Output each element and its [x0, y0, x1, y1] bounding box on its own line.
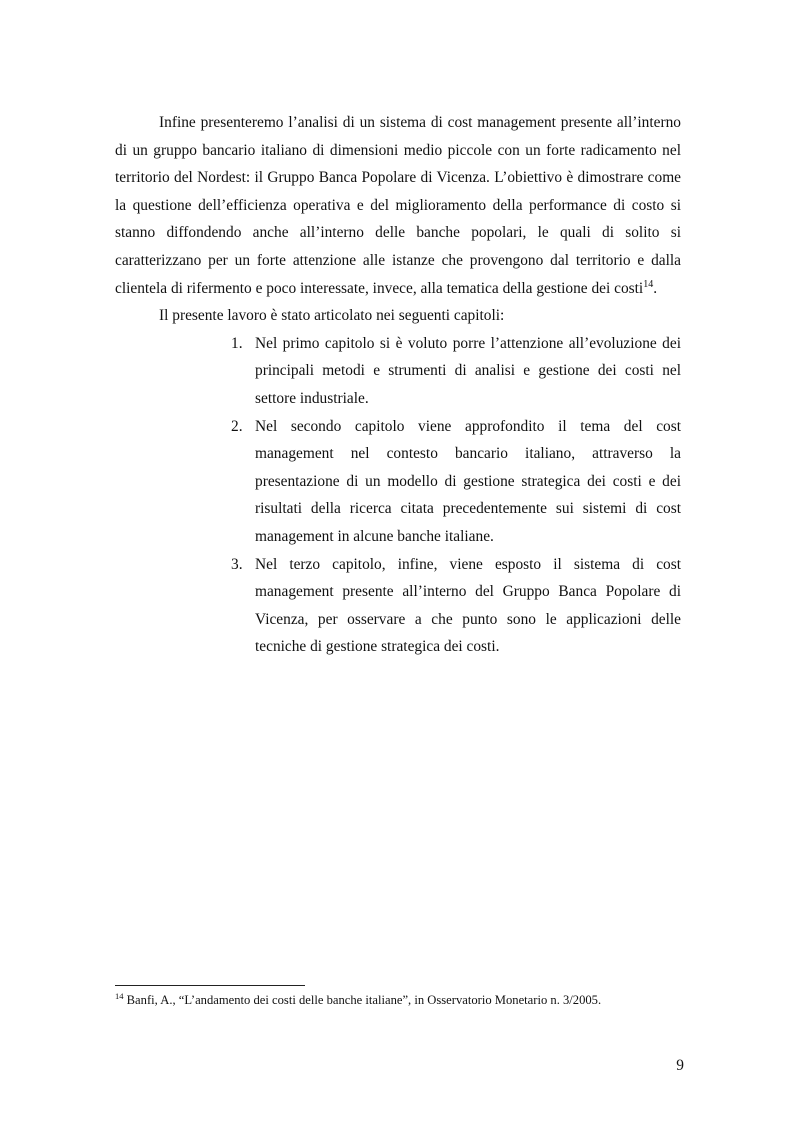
- footnote-reference[interactable]: 14: [643, 278, 654, 290]
- list-item-number: 1.: [231, 334, 243, 352]
- list-item-text: Nel secondo capitolo viene approfondito il tema del cost management nel contesto bancario italiano, attraverso la presentazione di un modello di gestione strategica dei costi e dei risultati della ricerca citata precedentemente sui sistemi di cost management in alcune banche italiane.: [255, 417, 681, 545]
- list-item: [231, 551, 681, 661]
- chapter-list: [115, 330, 681, 661]
- page-number: 9: [676, 1057, 684, 1074]
- list-item-number: 3.: [231, 555, 243, 573]
- list-item-text: Nel terzo capitolo, infine, viene esposto il sistema di cost management presente all’interno del Gruppo Banca Popolare di Vicenza, per osservare a che punto sono le applicazioni delle tecniche di gestione strategica dei costi.: [255, 555, 681, 656]
- paragraph-chapters-intro: [115, 302, 681, 330]
- paragraph-tail: .: [653, 279, 658, 297]
- footnote-separator: [115, 985, 305, 986]
- footnote-number: 14: [115, 990, 124, 1001]
- list-item: [231, 413, 681, 551]
- list-item: [231, 330, 681, 413]
- paragraph-cost-management-analysis: [115, 109, 681, 302]
- list-item-text: Nel primo capitolo si è voluto porre l’attenzione all’evoluzione dei principali metodi e strumenti di analisi e gestione dei costi nel settore industriale.: [255, 334, 681, 407]
- footnote: [115, 992, 681, 1008]
- list-item-number: 2.: [231, 417, 243, 435]
- body-text: [115, 109, 681, 661]
- paragraph-text: Infine presenteremo l’analisi di un sistema di cost management presente all’interno di un gruppo bancario italiano di dimensioni medio piccole con un forte radicamento nel territorio del Nordest: il Gruppo Banca Popolare di Vicenza. L’obiettivo è dimostrare come la questione dell’efficienza operativa e del miglioramento della performance di costo si stanno diffondendo anche all’interno delle banche popolari, le quali di solito si caratterizzano per un forte attenzione alle istanze che provengono dal territorio e dalla clientela di rifermento e poco interessate, invece, alla tematica della gestione dei costi: [115, 114, 681, 297]
- footnote-text: Banfi, A., “L’andamento dei costi delle banche italiane”, in Osservatorio Monetario n. 3/2005.: [126, 993, 602, 1007]
- paragraph-text: Il presente lavoro è stato articolato nei seguenti capitoli:: [159, 307, 505, 325]
